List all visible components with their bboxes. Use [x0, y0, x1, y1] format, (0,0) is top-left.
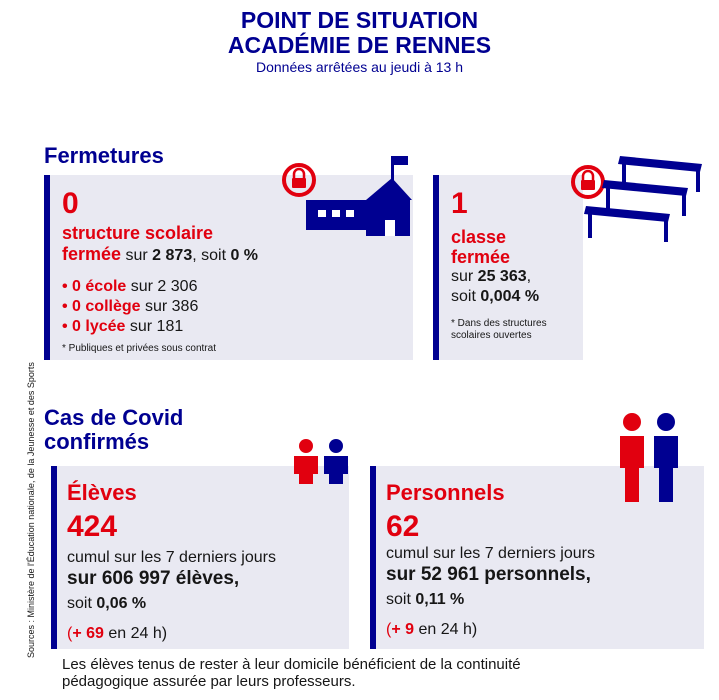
eleves-delta-line: (+ 69 en 24 h)	[67, 625, 168, 642]
section-title-fermetures: Fermetures	[44, 143, 164, 168]
eleves-total: sur 606 997 élèves,	[67, 568, 240, 589]
school-desks-icon	[566, 148, 706, 248]
structures-closed-word: fermée	[62, 244, 122, 264]
classes-label-2: fermée	[451, 247, 511, 267]
sources-note: Sources : Ministère de l'Éducation nationale, de la Jeunesse et des Sports	[26, 362, 36, 658]
classes-count: 1	[451, 187, 468, 220]
personnels-delta-line: (+ 9 en 24 h)	[386, 621, 478, 638]
staff-pair-icon	[618, 412, 684, 504]
eleves-pct-line: soit 0,06 %	[67, 595, 147, 612]
eleves-delta: + 69	[72, 625, 104, 642]
structures-sur-word: sur	[121, 247, 153, 264]
personnels-count: 62	[386, 510, 420, 543]
classes-note-2: scolaires ouvertes	[451, 330, 532, 341]
personnels-label: Personnels	[386, 480, 505, 505]
structures-label: structure scolaire	[62, 223, 214, 243]
eleves-label: Élèves	[67, 480, 137, 505]
classes-pct: 0,004 %	[480, 288, 540, 305]
eleves-desc: cumul sur les 7 derniers jours	[67, 549, 276, 566]
eleves-panel	[51, 466, 349, 649]
personnels-delta: + 9	[391, 621, 415, 638]
section-title-covid-1: Cas de Covid	[44, 405, 184, 430]
page-title-line-2: ACADÉMIE DE RENNES	[227, 32, 492, 58]
personnels-pct: 0,11 %	[415, 591, 465, 608]
structures-count: 0	[62, 187, 79, 220]
classes-panel	[433, 175, 583, 360]
personnels-desc: cumul sur les 7 derniers jours	[386, 545, 595, 562]
eleves-pct: 0,06 %	[96, 595, 147, 612]
list-item: • 0 lycée sur 181	[62, 318, 184, 335]
lock-icon	[573, 167, 603, 197]
structures-total: 2 873	[152, 247, 193, 264]
classes-note-1: * Dans des structures	[451, 318, 547, 329]
page-subtitle: Données arrêtées au jeudi à 13 h	[255, 59, 464, 75]
list-item: • 0 collège sur 386	[62, 298, 199, 315]
classes-label-1: classe	[451, 227, 507, 247]
page-title-line-1: POINT DE SITUATION	[240, 7, 479, 33]
structures-summary	[62, 244, 258, 266]
footer-line-2: pédagogique assurée par leurs professeurs.	[62, 673, 356, 690]
classes-total: 25 363	[477, 268, 527, 285]
student-pair-icon	[290, 438, 352, 484]
lock-icon	[284, 165, 314, 195]
classes-total-line: sur 25 363,	[451, 268, 532, 285]
structures-soit: , soit	[192, 247, 231, 264]
personnels-pct-line: soit 0,11 %	[386, 591, 465, 608]
classes-pct-line: soit 0,004 %	[451, 288, 540, 305]
structures-pct: 0 %	[230, 247, 259, 264]
school-building-icon	[276, 152, 416, 242]
list-item: • 0 école sur 2 306	[62, 278, 198, 295]
structures-note: * Publiques et privées sous contrat	[62, 343, 216, 354]
footer-note	[62, 656, 702, 690]
section-title-covid-2: confirmés	[44, 429, 150, 454]
footer-line-1: Les élèves tenus de rester à leur domicile bénéficient de la continuité	[62, 656, 521, 673]
personnels-total: sur 52 961 personnels,	[386, 564, 591, 585]
structures-breakdown-list	[62, 277, 198, 337]
eleves-count: 424	[67, 510, 118, 543]
